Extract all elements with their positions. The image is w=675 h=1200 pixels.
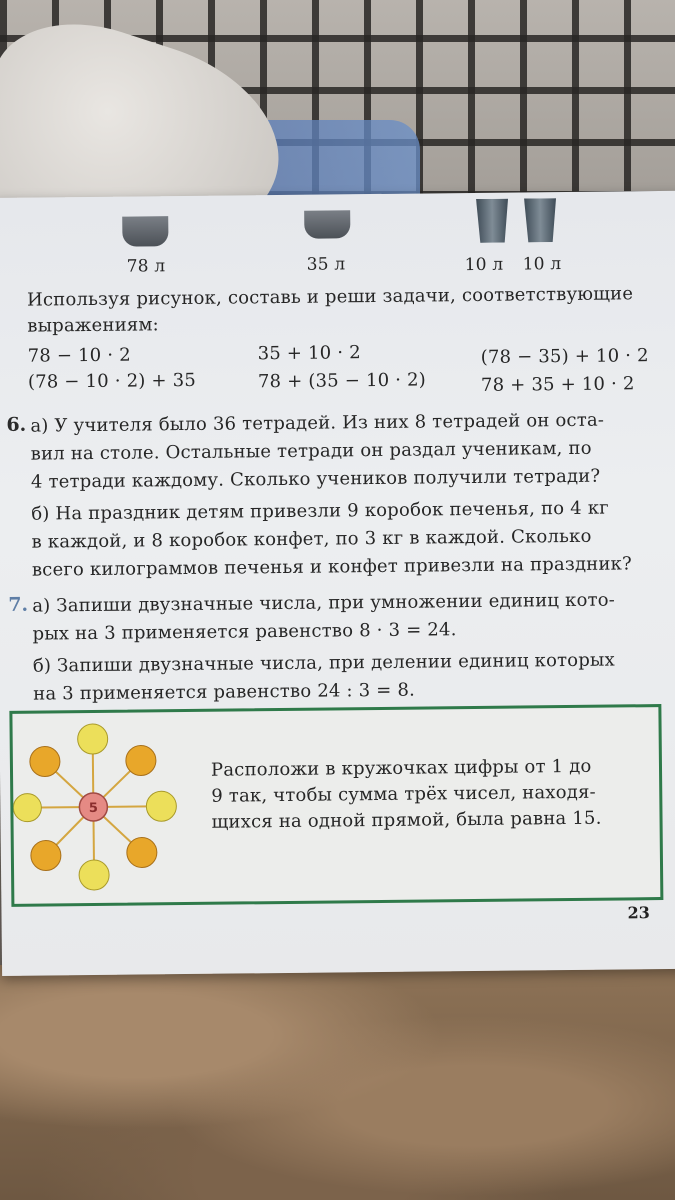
expression: 78 + 35 + 10 · 2 <box>480 373 635 396</box>
empty-circle <box>31 840 61 870</box>
empty-circle <box>127 837 157 867</box>
expression: 78 − 10 · 2 <box>27 344 131 367</box>
task5-prompt-line1: Используя рисунок, составь и реши задачи, соответствующие <box>26 283 634 311</box>
magic-star-diagram <box>12 716 184 898</box>
task6-b-line1: б) На праздник детям привезли 9 коробок печенья, по 4 кг <box>31 497 609 525</box>
textbook-page <box>0 191 675 976</box>
vessel-label-10a: 10 л <box>464 254 504 276</box>
task6-b-line2: в каждой, и 8 коробок конфет, по 3 кг в каждой. Сколько <box>31 525 592 553</box>
empty-circle <box>30 746 60 776</box>
puzzle-text-line2: 9 так, чтобы сумма трёх чисел, находя- <box>211 781 596 807</box>
task6-a-line1: а) У учителя было 36 тетрадей. Из них 8 тетрадей он оста- <box>30 409 605 437</box>
task7-a-line2: рых на 3 применяется равенство 8 · 3 = 24. <box>32 619 457 645</box>
task7-b-line1: б) Запиши двузначные числа, при делении единиц которых <box>32 649 615 677</box>
vessel-label-10b: 10 л <box>522 254 562 275</box>
task6-a-line3: 4 тетради каждому. Сколько учеников получили тетради? <box>30 465 601 493</box>
empty-circle <box>78 724 108 754</box>
vessel-label-78: 78 л <box>126 256 166 277</box>
puzzle-text-line1: Расположи в кружочках цифры от 1 до <box>210 755 592 781</box>
puzzle-box <box>9 704 663 907</box>
jar-78-illustration <box>122 216 168 246</box>
expression: (78 − 10 · 2) + 35 <box>27 369 197 393</box>
vessel-label-35: 35 л <box>306 254 346 275</box>
puzzle-text-line3: щихся на одной прямой, была равна 15. <box>211 807 602 833</box>
page-number: 23 <box>627 903 650 923</box>
task5-prompt-line2: выражениям: <box>27 314 159 337</box>
empty-circle <box>146 791 176 821</box>
task6-b-line3: всего килограммов печенья и конфет привезли на праздник? <box>31 553 633 581</box>
task6-a-line2: вил на столе. Остальные тетради он раздал ученикам, по <box>30 437 592 465</box>
empty-circle <box>79 860 109 890</box>
task6-number: 6. <box>6 413 27 436</box>
background-fur-blanket <box>0 965 675 1200</box>
jar-35-illustration <box>304 210 350 238</box>
expression: 35 + 10 · 2 <box>257 342 361 365</box>
task7-number: 7. <box>8 593 29 616</box>
bucket-icon <box>524 198 556 242</box>
expression: 78 + (35 − 10 · 2) <box>257 369 427 393</box>
empty-circle <box>126 745 156 775</box>
expression: (78 − 35) + 10 · 2 <box>480 345 649 368</box>
task7-b-line2: на 3 применяется равенство 24 : 3 = 8. <box>33 679 416 705</box>
empty-circle <box>13 794 41 822</box>
center-digit: 5 <box>88 800 99 817</box>
bucket-icon <box>476 199 508 243</box>
task7-a-line1: а) Запиши двузначные числа, при умножении единиц кото- <box>32 589 616 617</box>
